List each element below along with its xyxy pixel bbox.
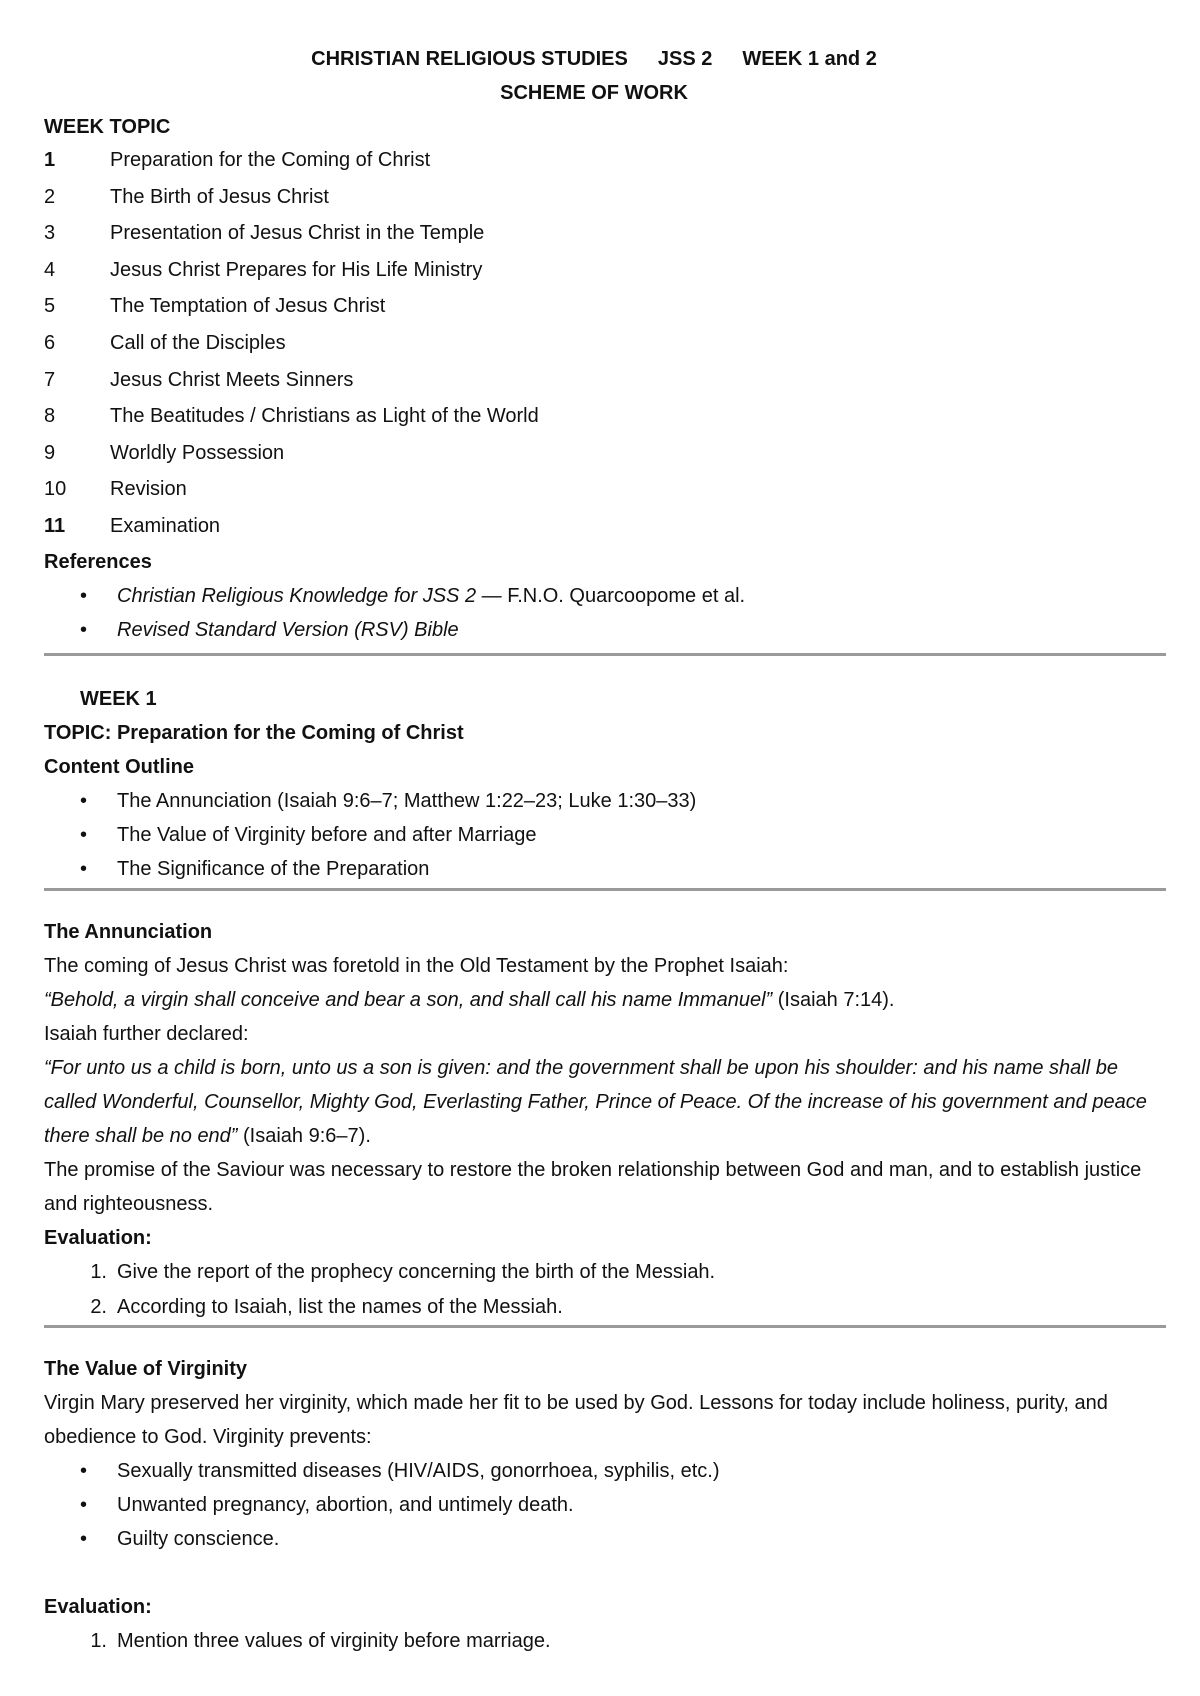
week-topic: Revision	[110, 478, 187, 501]
topic-heading: TOPIC: Preparation for the Coming of Christ	[44, 721, 464, 744]
evaluation-question: Give the report of the prophecy concerning the birth of the Messiah.	[117, 1260, 716, 1283]
scheme-row	[44, 288, 1164, 325]
list-item: 2. According to Isaiah, list the names of the Messiah.	[44, 1290, 1164, 1325]
paragraph: The coming of Jesus Christ was foretold in the Old Testament by the Prophet Isaiah:	[44, 954, 789, 977]
week-number: 1	[44, 149, 56, 171]
references-list	[44, 579, 1164, 647]
week-topic: Preparation for the Coming of Christ	[110, 149, 431, 171]
list-item: • The Value of Virginity before and after Marriage	[44, 818, 1164, 852]
week-topic: Jesus Christ Meets Sinners	[110, 368, 354, 391]
week-number: 4	[44, 258, 56, 281]
list-item: • Unwanted pregnancy, abortion, and untimely death.	[44, 1488, 1164, 1522]
paragraph: The promise of the Saviour was necessary to restore the broken relationship between God and man, and to establish justice and righteousness.	[44, 1158, 1142, 1215]
evaluation-heading: Evaluation:	[44, 1226, 152, 1249]
section-heading: The Value of Virginity	[44, 1357, 248, 1380]
week-number: 3	[44, 222, 56, 245]
section-divider	[44, 1325, 1166, 1328]
week-topic: The Temptation of Jesus Christ	[110, 295, 386, 318]
week-number: 2	[44, 185, 56, 208]
list-item: • Sexually transmitted diseases (HIV/AIDS, gonorrhoea, syphilis, etc.)	[44, 1454, 1164, 1488]
list-item: • The Significance of the Preparation	[44, 852, 1164, 886]
week-number: 10	[44, 478, 67, 501]
document-subtitle: SCHEME OF WORK	[500, 82, 688, 104]
quote-text: “For unto us a child is born, unto us a son is given: and the government shall be upon his shoulder: and his name shall be called Wonderful, Counsellor, Mighty God, Everlasting Father, Prince of Peace. Of the increase of his government and peace there shall be no end”	[44, 1056, 1147, 1147]
evaluation-list	[44, 1255, 1164, 1325]
scheme-row	[44, 325, 1164, 362]
paragraph: Virgin Mary preserved her virginity, which made her fit to be used by God. Lessons for today include holiness, purity, and obedience to God. Virginity prevents:	[44, 1391, 1108, 1448]
section-divider	[44, 888, 1166, 891]
scheme-row	[44, 435, 1164, 472]
content-outline-list	[44, 784, 1164, 886]
scheme-row	[44, 398, 1164, 435]
quote-text: “Behold, a virgin shall conceive and bear a son, and shall call his name Immanuel”	[44, 988, 773, 1011]
references-heading: References	[44, 550, 152, 573]
evaluation-question: Mention three values of virginity before marriage.	[117, 1629, 551, 1652]
week-topic: Examination	[110, 514, 221, 537]
paragraph: Isaiah further declared:	[44, 1022, 249, 1045]
list-item: 1. Give the report of the prophecy concerning the birth of the Messiah.	[44, 1255, 1164, 1290]
scripture-quote	[44, 1051, 1164, 1153]
week-topic: Jesus Christ Prepares for His Life Ministry	[110, 258, 483, 281]
virginity-list	[44, 1454, 1164, 1556]
scheme-row	[44, 471, 1164, 508]
reference-author: — F.N.O. Quarcoopome et al.	[476, 584, 746, 607]
scheme-row	[44, 179, 1164, 216]
scheme-row	[44, 252, 1164, 289]
week-label: WEEK 1	[80, 687, 157, 710]
quote-reference: (Isaiah 9:6–7).	[237, 1124, 371, 1147]
scheme-heading: WEEK TOPIC	[44, 116, 171, 138]
scheme-row	[44, 508, 1164, 545]
document-page	[44, 40, 1164, 1659]
quote-reference: (Isaiah 7:14).	[772, 988, 895, 1011]
weeks-label: WEEK 1 and 2	[742, 48, 877, 70]
list-item: • Guilty conscience.	[44, 1522, 1164, 1556]
week-topic: Presentation of Jesus Christ in the Temple	[110, 222, 485, 245]
list-item: 1. Mention three values of virginity before marriage.	[44, 1624, 1164, 1659]
week-number: 9	[44, 441, 56, 464]
week-topic: The Beatitudes / Christians as Light of the World	[110, 405, 539, 428]
week-topic: The Birth of Jesus Christ	[110, 185, 329, 208]
subject-title: CHRISTIAN RELIGIOUS STUDIES	[311, 48, 628, 70]
list-item: • The Annunciation (Isaiah 9:6–7; Matthew 1:22–23; Luke 1:30–33)	[44, 784, 1164, 818]
week-number: 8	[44, 405, 56, 428]
week-number: 7	[44, 368, 56, 391]
evaluation-question: According to Isaiah, list the names of the Messiah.	[117, 1295, 563, 1318]
document-title	[24, 42, 1164, 76]
week-topic: Worldly Possession	[110, 441, 285, 464]
week-topic: Call of the Disciples	[110, 331, 286, 354]
scheme-table	[44, 142, 1164, 545]
list-item	[44, 613, 1164, 647]
scheme-row	[44, 362, 1164, 399]
evaluation-list	[44, 1624, 1164, 1659]
list-item	[44, 579, 1164, 613]
class-label: JSS 2	[657, 48, 713, 70]
section-divider	[44, 653, 1166, 656]
content-outline-heading: Content Outline	[44, 755, 194, 778]
reference-title: Christian Religious Knowledge for JSS 2	[117, 584, 477, 607]
evaluation-heading: Evaluation:	[44, 1595, 152, 1618]
scripture-quote	[44, 983, 1164, 1017]
week-number: 5	[44, 295, 56, 318]
week-number: 6	[44, 331, 56, 354]
section-heading: The Annunciation	[44, 920, 213, 943]
scheme-row	[44, 215, 1164, 252]
scheme-row	[44, 142, 1164, 179]
week-number: 11	[44, 514, 66, 537]
reference-title: Revised Standard Version (RSV) Bible	[117, 618, 459, 641]
